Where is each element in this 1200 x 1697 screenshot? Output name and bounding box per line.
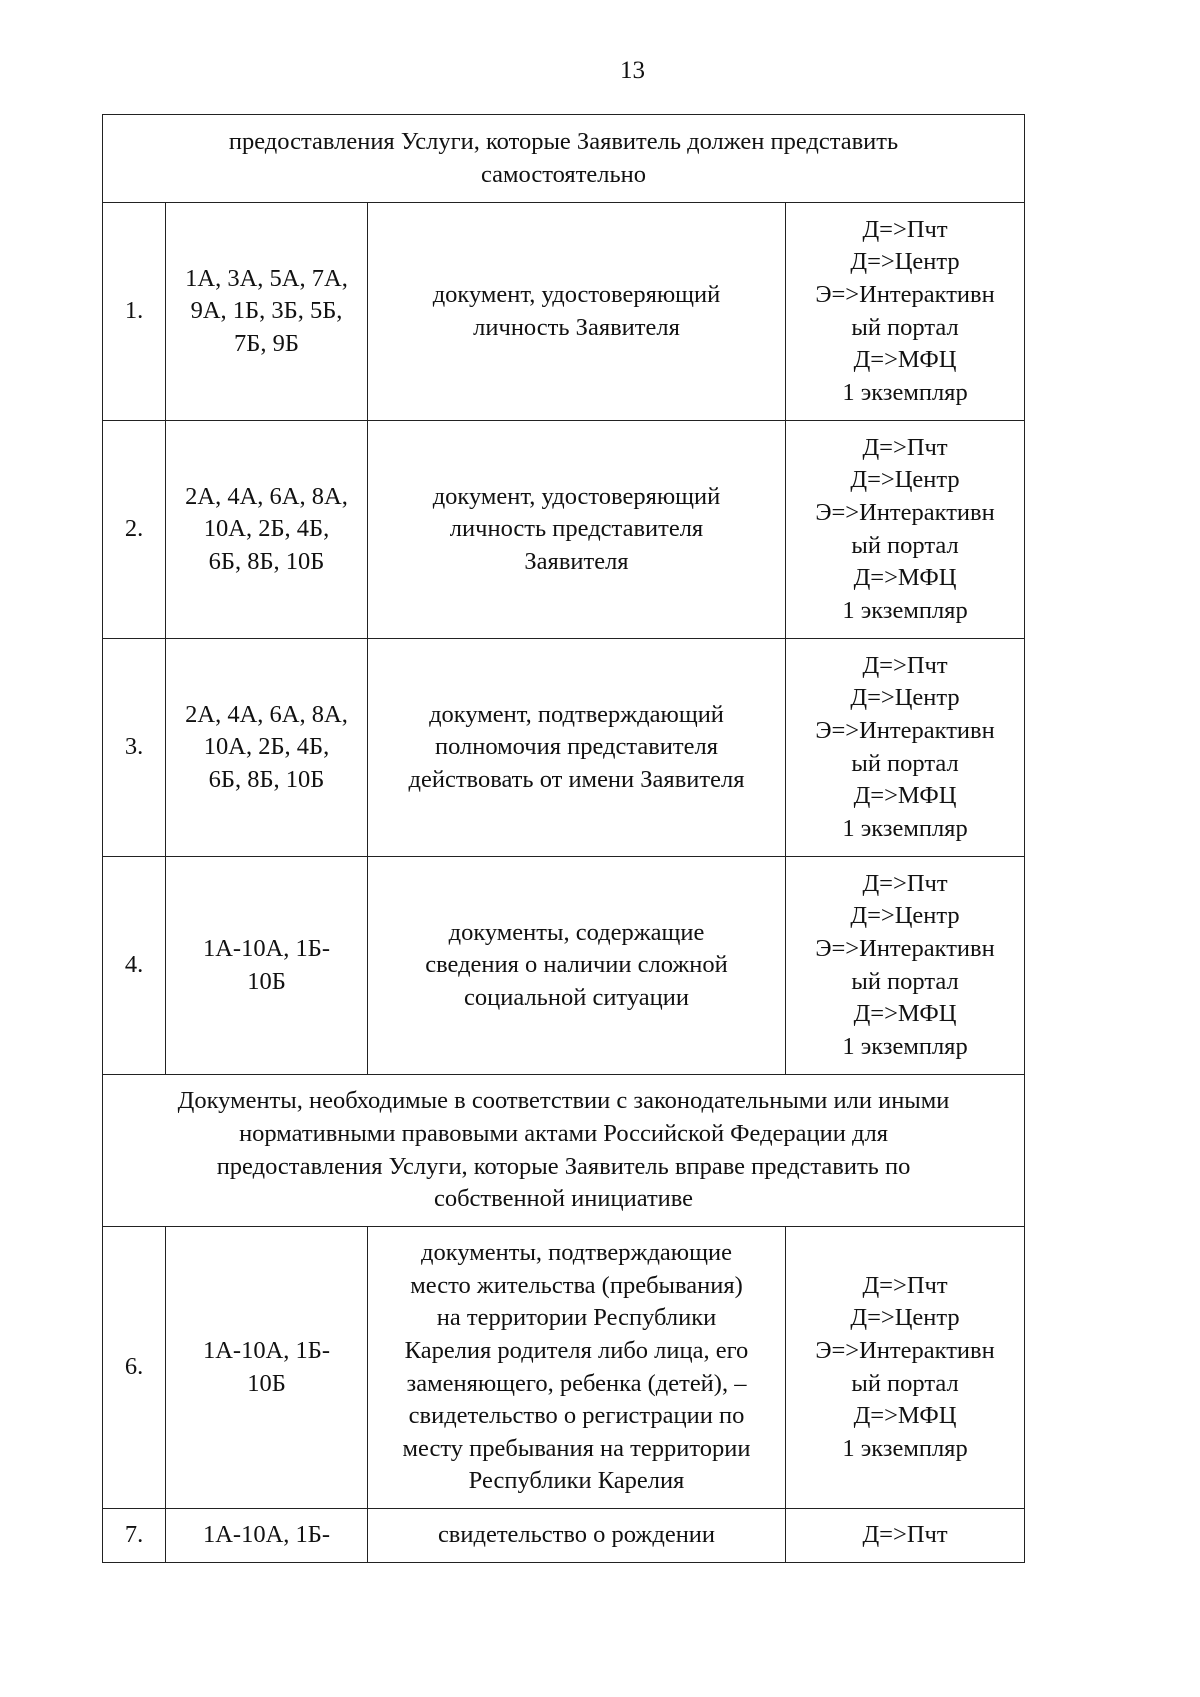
- applicant-categories: [166, 1509, 368, 1563]
- delivery-line: Э=>Интерактивн: [815, 934, 995, 962]
- submission-methods: [786, 1227, 1025, 1509]
- category-line: 6Б, 8Б, 10Б: [208, 547, 325, 575]
- document-line: документ, подтверждающий: [429, 700, 724, 728]
- delivery-line: Э=>Интерактивн: [815, 498, 995, 526]
- category-line: 1А, 3А, 5А, 7А,: [185, 264, 348, 292]
- caption-line: Документы, необходимые в соответствии с законодательными или иными: [177, 1087, 950, 1115]
- document-line: документ, удостоверяющий: [432, 482, 721, 510]
- table-row: [103, 857, 1025, 1075]
- row-number: 4.: [103, 857, 166, 1075]
- delivery-line: Д=>Центр: [850, 684, 960, 712]
- category-line: 10Б: [247, 1369, 286, 1397]
- row-number: 6.: [103, 1227, 166, 1509]
- row-number: 3.: [103, 639, 166, 857]
- delivery-line: ый портал: [851, 313, 959, 341]
- applicant-categories: [166, 421, 368, 639]
- category-line: 7Б, 9Б: [234, 329, 299, 357]
- delivery-line: Д=>МФЦ: [853, 346, 957, 374]
- delivery-line: Э=>Интерактивн: [815, 1336, 995, 1364]
- submission-methods: [786, 639, 1025, 857]
- caption-line: нормативными правовыми актами Российской Федерации для: [239, 1119, 888, 1147]
- section-header-required: [103, 115, 1025, 203]
- submission-methods: [786, 421, 1025, 639]
- category-line: 10А, 2Б, 4Б,: [203, 733, 330, 761]
- document-line: документы, подтверждающие: [421, 1239, 732, 1267]
- document-line: документы, содержащие: [448, 918, 705, 946]
- document-line: месту пребывания на территории: [402, 1434, 751, 1462]
- page-number: 13: [620, 57, 645, 84]
- applicant-categories: [166, 857, 368, 1075]
- delivery-line: Д=>МФЦ: [853, 782, 957, 810]
- delivery-line: Д=>Пчт: [862, 1521, 948, 1549]
- delivery-line: 1 экземпляр: [842, 378, 968, 406]
- submission-methods: [786, 1509, 1025, 1563]
- section-header-optional: [103, 1075, 1025, 1227]
- document-line: на территории Республики: [436, 1304, 717, 1332]
- caption-line: предоставления Услуги, которые Заявитель вправе представить по: [216, 1152, 911, 1180]
- documents-table: [102, 114, 1025, 1563]
- delivery-line: 1 экземпляр: [842, 1434, 968, 1462]
- category-line: 1А-10А, 1Б-: [202, 1521, 331, 1549]
- applicant-categories: [166, 639, 368, 857]
- delivery-line: Д=>Центр: [850, 1304, 960, 1332]
- category-line: 1А-10А, 1Б-: [202, 934, 331, 962]
- row-number: 2.: [103, 421, 166, 639]
- delivery-line: Д=>Центр: [850, 902, 960, 930]
- applicant-categories: [166, 203, 368, 421]
- applicant-categories: [166, 1227, 368, 1509]
- document-line: место жительства (пребывания): [410, 1271, 743, 1299]
- table-row: [103, 639, 1025, 857]
- document-line: свидетельство о регистрации по: [408, 1402, 745, 1430]
- delivery-line: 1 экземпляр: [842, 1032, 968, 1060]
- table-row: [103, 1509, 1025, 1563]
- category-line: 9А, 1Б, 3Б, 5Б,: [190, 297, 343, 325]
- document-line: свидетельство о рождении: [437, 1521, 716, 1549]
- document-line: полномочия представителя: [435, 733, 718, 761]
- document-line: социальной ситуации: [464, 983, 689, 1011]
- document-line: Карелия родителя либо лица, его: [404, 1336, 749, 1364]
- document-name: [368, 421, 786, 639]
- delivery-line: Д=>Пчт: [862, 869, 948, 897]
- delivery-line: ый портал: [851, 1369, 959, 1397]
- category-line: 1А-10А, 1Б-: [202, 1336, 331, 1364]
- section-caption: [103, 115, 1025, 203]
- caption-line: предоставления Услуги, которые Заявитель должен представить: [228, 127, 899, 155]
- delivery-line: ый портал: [851, 531, 959, 559]
- document-line: Заявителя: [524, 547, 629, 575]
- category-line: 10А, 2Б, 4Б,: [203, 515, 330, 543]
- document-line: заменяющего, ребенка (детей), –: [406, 1369, 747, 1397]
- delivery-line: ый портал: [851, 749, 959, 777]
- delivery-line: Д=>Пчт: [862, 1271, 948, 1299]
- table-row: [103, 421, 1025, 639]
- document-name: [368, 857, 786, 1075]
- category-line: 6Б, 8Б, 10Б: [208, 765, 325, 793]
- document-line: личность представителя: [449, 515, 704, 543]
- submission-methods: [786, 203, 1025, 421]
- caption-line: самостоятельно: [480, 160, 647, 188]
- table-row: [103, 1227, 1025, 1509]
- document-line: сведения о наличии сложной: [425, 951, 728, 979]
- document-line: документ, удостоверяющий: [432, 280, 721, 308]
- delivery-line: 1 экземпляр: [842, 814, 968, 842]
- delivery-line: Д=>Пчт: [862, 433, 948, 461]
- delivery-line: Д=>МФЦ: [853, 564, 957, 592]
- caption-line: собственной инициативе: [433, 1185, 694, 1213]
- category-line: 2А, 4А, 6А, 8А,: [185, 482, 348, 510]
- document-line: Республики Карелия: [468, 1467, 685, 1495]
- delivery-line: 1 экземпляр: [842, 596, 968, 624]
- delivery-line: Э=>Интерактивн: [815, 280, 995, 308]
- table-row: [103, 203, 1025, 421]
- delivery-line: Д=>Центр: [850, 248, 960, 276]
- row-number: 1.: [103, 203, 166, 421]
- category-line: 10Б: [247, 967, 286, 995]
- delivery-line: Э=>Интерактивн: [815, 716, 995, 744]
- category-line: 2А, 4А, 6А, 8А,: [185, 700, 348, 728]
- row-number: 7.: [103, 1509, 166, 1563]
- section-caption: [103, 1075, 1025, 1227]
- delivery-line: Д=>МФЦ: [853, 1402, 957, 1430]
- delivery-line: Д=>МФЦ: [853, 1000, 957, 1028]
- document-name: [368, 203, 786, 421]
- document-name: [368, 639, 786, 857]
- document-line: личность Заявителя: [473, 313, 680, 341]
- document-line: действовать от имени Заявителя: [408, 765, 745, 793]
- document-name: [368, 1509, 786, 1563]
- document-name: [368, 1227, 786, 1509]
- delivery-line: Д=>Пчт: [862, 651, 948, 679]
- delivery-line: Д=>Центр: [850, 466, 960, 494]
- delivery-line: ый портал: [851, 967, 959, 995]
- delivery-line: Д=>Пчт: [862, 215, 948, 243]
- submission-methods: [786, 857, 1025, 1075]
